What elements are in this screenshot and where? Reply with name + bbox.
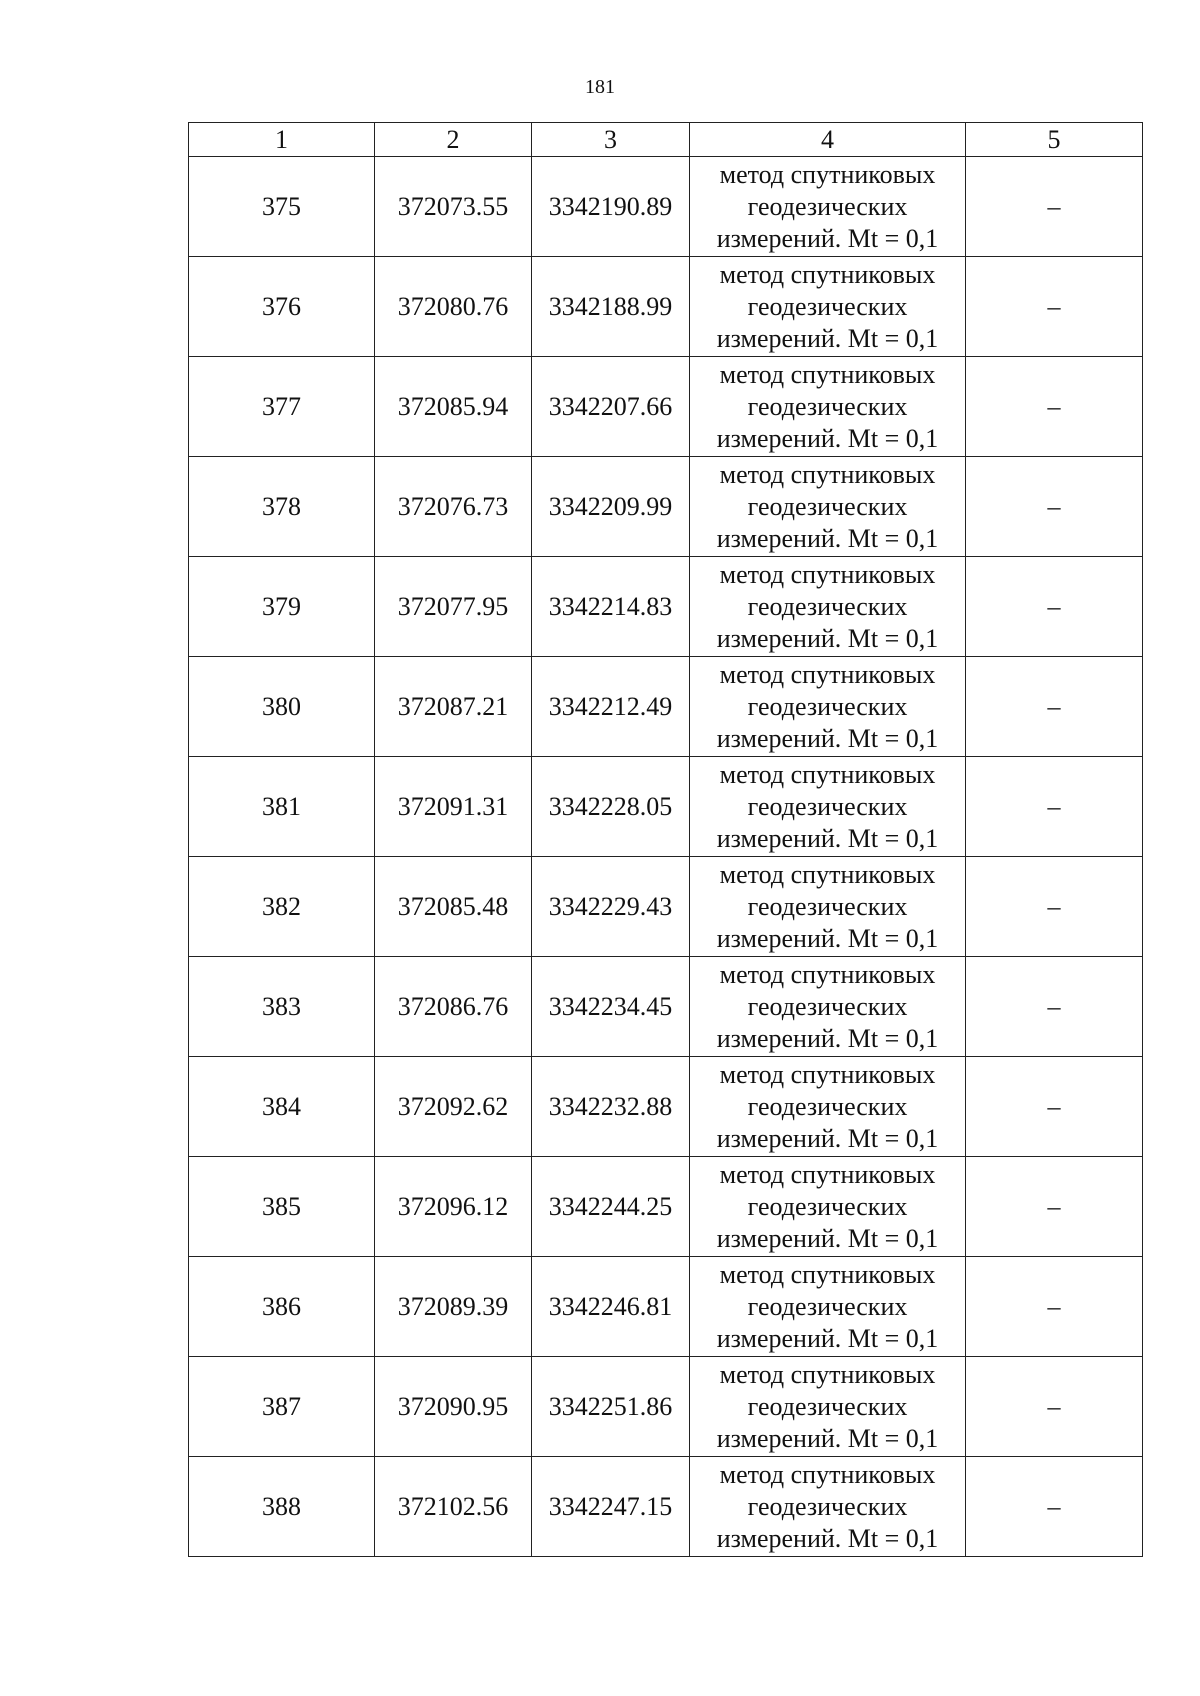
note-cell: –	[966, 557, 1143, 657]
method-line: метод спутниковых	[719, 359, 936, 389]
method-line: метод спутниковых	[719, 1259, 936, 1289]
note-cell: –	[966, 457, 1143, 557]
table-row	[189, 157, 1143, 257]
x-coordinate-cell: 372076.73	[375, 457, 532, 557]
y-coordinate-cell: 3342209.99	[532, 457, 690, 557]
method-line: метод спутниковых	[719, 959, 936, 989]
point-number-cell: 384	[189, 1057, 375, 1157]
method-line: измерений. Mt = 0,1	[716, 1023, 939, 1053]
x-coordinate-cell: 372077.95	[375, 557, 532, 657]
x-coordinate-cell: 372102.56	[375, 1457, 532, 1557]
method-line: измерений. Mt = 0,1	[716, 1523, 939, 1553]
method-line: метод спутниковых	[719, 1459, 936, 1489]
method-cell	[690, 757, 966, 857]
point-number-cell: 388	[189, 1457, 375, 1557]
x-coordinate-cell: 372091.31	[375, 757, 532, 857]
header-col-5: 5	[966, 123, 1143, 157]
method-line: метод спутниковых	[719, 559, 936, 589]
method-cell	[690, 1357, 966, 1457]
note-cell: –	[966, 1357, 1143, 1457]
point-number-cell: 377	[189, 357, 375, 457]
x-coordinate-cell: 372080.76	[375, 257, 532, 357]
y-coordinate-cell: 3342247.15	[532, 1457, 690, 1557]
x-coordinate-cell: 372096.12	[375, 1157, 532, 1257]
note-cell: –	[966, 257, 1143, 357]
header-col-2: 2	[375, 123, 532, 157]
page-number: 181	[585, 76, 615, 98]
table-row	[189, 557, 1143, 657]
table-body	[189, 157, 1143, 1557]
x-coordinate-cell: 372085.94	[375, 357, 532, 457]
method-line: измерений. Mt = 0,1	[716, 523, 939, 553]
point-number-cell: 376	[189, 257, 375, 357]
method-line: измерений. Mt = 0,1	[716, 223, 939, 253]
note-cell: –	[966, 157, 1143, 257]
method-cell	[690, 1157, 966, 1257]
method-cell	[690, 957, 966, 1057]
table-row	[189, 957, 1143, 1057]
y-coordinate-cell: 3342214.83	[532, 557, 690, 657]
method-line: геодезических	[747, 391, 908, 421]
point-number-cell: 380	[189, 657, 375, 757]
y-coordinate-cell: 3342228.05	[532, 757, 690, 857]
method-cell	[690, 357, 966, 457]
y-coordinate-cell: 3342251.86	[532, 1357, 690, 1457]
point-number-cell: 385	[189, 1157, 375, 1257]
method-line: измерений. Mt = 0,1	[716, 1223, 939, 1253]
x-coordinate-cell: 372092.62	[375, 1057, 532, 1157]
note-cell: –	[966, 1457, 1143, 1557]
method-line: измерений. Mt = 0,1	[716, 723, 939, 753]
point-number-cell: 379	[189, 557, 375, 657]
y-coordinate-cell: 3342246.81	[532, 1257, 690, 1357]
method-line: геодезических	[747, 1091, 908, 1121]
point-number-cell: 383	[189, 957, 375, 1057]
y-coordinate-cell: 3342190.89	[532, 157, 690, 257]
method-line: измерений. Mt = 0,1	[716, 823, 939, 853]
method-line: измерений. Mt = 0,1	[716, 623, 939, 653]
method-line: метод спутниковых	[719, 659, 936, 689]
note-cell: –	[966, 1257, 1143, 1357]
x-coordinate-cell: 372087.21	[375, 657, 532, 757]
method-line: геодезических	[747, 1191, 908, 1221]
method-line: измерений. Mt = 0,1	[716, 1423, 939, 1453]
y-coordinate-cell: 3342207.66	[532, 357, 690, 457]
method-cell	[690, 157, 966, 257]
method-cell	[690, 1457, 966, 1557]
table-row	[189, 657, 1143, 757]
point-number-cell: 375	[189, 157, 375, 257]
header-col-4: 4	[690, 123, 966, 157]
note-cell: –	[966, 757, 1143, 857]
method-line: метод спутниковых	[719, 159, 936, 189]
method-line: геодезических	[747, 991, 908, 1021]
y-coordinate-cell: 3342234.45	[532, 957, 690, 1057]
note-cell: –	[966, 357, 1143, 457]
table-row	[189, 1057, 1143, 1157]
method-line: метод спутниковых	[719, 1059, 936, 1089]
x-coordinate-cell: 372089.39	[375, 1257, 532, 1357]
point-number-cell: 386	[189, 1257, 375, 1357]
method-cell	[690, 857, 966, 957]
method-line: метод спутниковых	[719, 259, 936, 289]
x-coordinate-cell: 372086.76	[375, 957, 532, 1057]
method-cell	[690, 457, 966, 557]
header-row	[189, 123, 1143, 157]
table-row	[189, 1357, 1143, 1457]
point-number-cell: 378	[189, 457, 375, 557]
method-line: метод спутниковых	[719, 859, 936, 889]
table-row	[189, 457, 1143, 557]
note-cell: –	[966, 1157, 1143, 1257]
method-line: метод спутниковых	[719, 459, 936, 489]
method-line: геодезических	[747, 291, 908, 321]
method-cell	[690, 257, 966, 357]
note-cell: –	[966, 957, 1143, 1057]
header-col-1: 1	[189, 123, 375, 157]
method-line: геодезических	[747, 1491, 908, 1521]
method-cell	[690, 557, 966, 657]
method-line: геодезических	[747, 891, 908, 921]
coordinates-table	[188, 122, 1143, 1557]
note-cell: –	[966, 857, 1143, 957]
method-line: геодезических	[747, 691, 908, 721]
method-line: метод спутниковых	[719, 1159, 936, 1189]
table-row	[189, 1457, 1143, 1557]
method-cell	[690, 1057, 966, 1157]
method-line: измерений. Mt = 0,1	[716, 1123, 939, 1153]
point-number-cell: 381	[189, 757, 375, 857]
point-number-cell: 387	[189, 1357, 375, 1457]
method-line: метод спутниковых	[719, 759, 936, 789]
table-row	[189, 1257, 1143, 1357]
method-line: геодезических	[747, 591, 908, 621]
method-cell	[690, 657, 966, 757]
note-cell: –	[966, 1057, 1143, 1157]
method-line: измерений. Mt = 0,1	[716, 923, 939, 953]
method-line: геодезических	[747, 491, 908, 521]
table-row	[189, 857, 1143, 957]
table-row	[189, 357, 1143, 457]
method-line: геодезических	[747, 1391, 908, 1421]
method-line: геодезических	[747, 791, 908, 821]
method-line: измерений. Mt = 0,1	[716, 323, 939, 353]
method-line: геодезических	[747, 1291, 908, 1321]
table-row	[189, 1157, 1143, 1257]
header-col-3: 3	[532, 123, 690, 157]
method-cell	[690, 1257, 966, 1357]
x-coordinate-cell: 372085.48	[375, 857, 532, 957]
method-line: геодезических	[747, 191, 908, 221]
y-coordinate-cell: 3342244.25	[532, 1157, 690, 1257]
x-coordinate-cell: 372090.95	[375, 1357, 532, 1457]
table-header	[189, 123, 1143, 157]
table-row	[189, 757, 1143, 857]
point-number-cell: 382	[189, 857, 375, 957]
y-coordinate-cell: 3342229.43	[532, 857, 690, 957]
method-line: измерений. Mt = 0,1	[716, 1323, 939, 1353]
note-cell: –	[966, 657, 1143, 757]
x-coordinate-cell: 372073.55	[375, 157, 532, 257]
method-line: измерений. Mt = 0,1	[716, 423, 939, 453]
method-line: метод спутниковых	[719, 1359, 936, 1389]
y-coordinate-cell: 3342212.49	[532, 657, 690, 757]
y-coordinate-cell: 3342188.99	[532, 257, 690, 357]
y-coordinate-cell: 3342232.88	[532, 1057, 690, 1157]
table-row	[189, 257, 1143, 357]
